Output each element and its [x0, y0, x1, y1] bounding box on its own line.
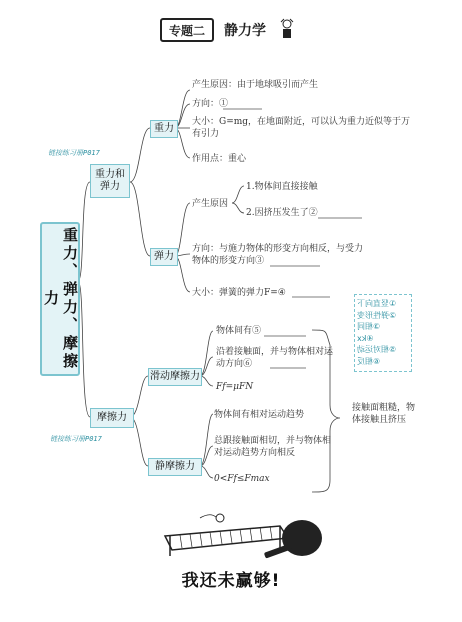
sliding-cond-1: 物体间有⑤: [216, 326, 262, 336]
node-friction: 摩擦力: [90, 408, 134, 428]
elastic-spring: 大小：弹簧的弹力F=④: [192, 288, 286, 298]
root-node: [40, 222, 80, 376]
sliding-cond-3: Ff=μFN: [216, 382, 254, 392]
sliding-cond-2: 沿着接触面，并与物体相对运动方向⑥: [216, 347, 334, 369]
pencil-mascot-icon: [278, 18, 296, 40]
answer-2: ②弹性形变: [357, 310, 397, 320]
header-badge: 专题二: [160, 18, 214, 42]
slogan: 我还未赢够!: [181, 571, 281, 591]
gravity-point: 作用点：重心: [192, 154, 247, 164]
static-cond-1: 物体间有相对运动趋势: [214, 410, 305, 420]
elastic-direction: 方向：与施力物体的形变方向相反，与受力物体的形变方向③: [192, 244, 364, 266]
elastic-cause-1: 1.物体间直接接触: [246, 182, 318, 192]
gravity-cause: 产生原因：由于地球吸引而产生: [192, 80, 319, 90]
elastic-cause-label: 产生原因: [192, 199, 229, 209]
gravity-direction: 方向：①: [192, 99, 229, 109]
node-gravity: 重力: [150, 120, 178, 138]
header: [160, 18, 300, 42]
node-sliding-friction: 滑动摩擦力: [148, 368, 202, 386]
answer-3: ③相同: [357, 322, 381, 331]
node-elastic: 弹力: [150, 248, 178, 266]
static-cond-3: 0<Ff≤Fmax: [214, 474, 270, 484]
answer-4: ④kx: [357, 333, 374, 343]
answer-1: ①竖直向下: [357, 299, 397, 308]
static-cond-2: 总跟接触面相切，并与物体相对运动趋势方向相反: [214, 436, 332, 458]
workbook-link-top[interactable]: 链接练习册P017: [48, 149, 100, 157]
elastic-cause-2: 2.因挤压发生了②: [246, 208, 318, 218]
answer-6: ⑥相反: [357, 356, 381, 366]
friction-common-condition: 接触面粗糙，物体接触且挤压: [352, 403, 416, 425]
node-static-friction: 静摩擦力: [148, 458, 202, 476]
node-gravity-elastic: 重力和弹力: [90, 164, 130, 198]
pingpong-illustration-icon: [160, 508, 330, 568]
answer-box: [354, 294, 412, 372]
root-label: 重力、弹力、摩擦力: [42, 227, 79, 371]
workbook-link-bottom[interactable]: 链接练习册P017: [50, 435, 102, 443]
header-title: 静力学: [224, 23, 266, 39]
gravity-magnitude: 大小：G=mg，在地面附近，可以认为重力近似等于万有引力: [192, 117, 411, 139]
answer-5: ⑤相对运动: [357, 345, 397, 354]
